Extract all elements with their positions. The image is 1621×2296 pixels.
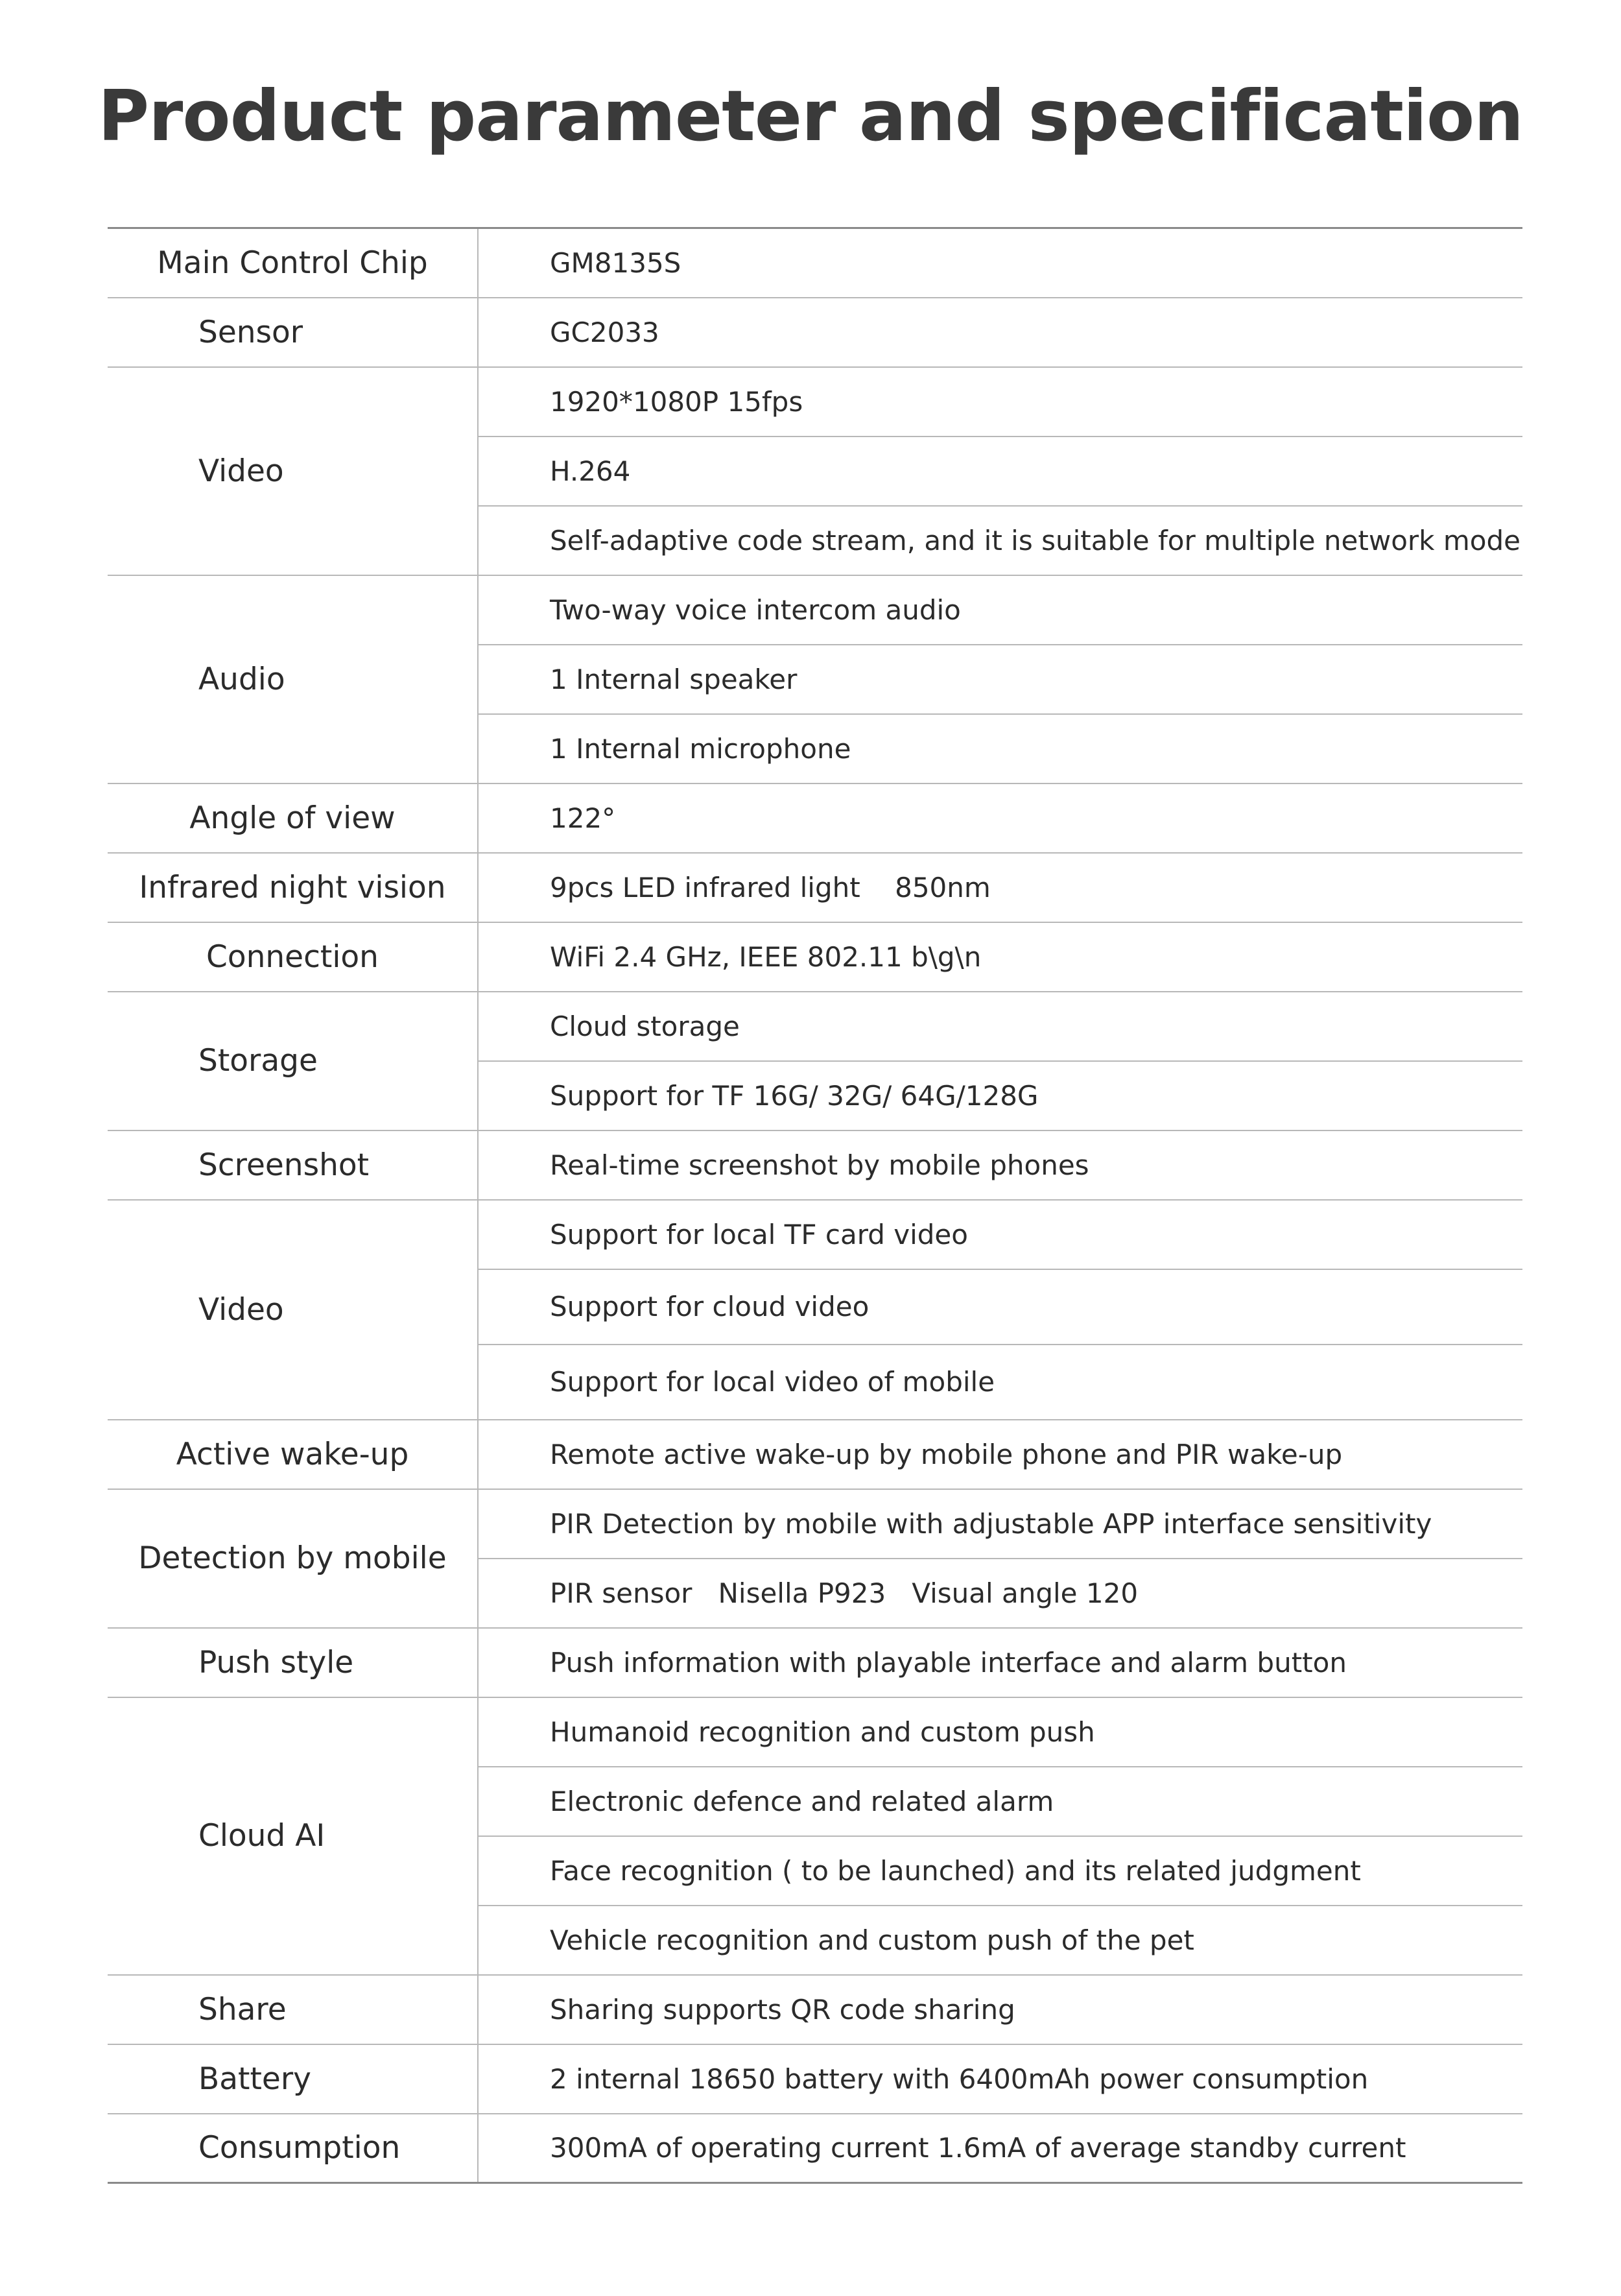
param-value: GM8135S — [478, 228, 1522, 298]
table-row — [108, 992, 1522, 1061]
table-row — [108, 1200, 1522, 1269]
table-row — [108, 1628, 1522, 1697]
param-value: PIR Detection by mobile with adjustable APP interface sensitivity — [478, 1489, 1522, 1559]
param-value: H.264 — [478, 436, 1522, 506]
param-value: Support for local video of mobile — [478, 1345, 1522, 1420]
param-value: Humanoid recognition and custom push — [478, 1697, 1522, 1767]
param-label: Sensor — [108, 298, 478, 367]
param-label: Push style — [108, 1628, 478, 1697]
table-row — [108, 1130, 1522, 1200]
param-label: Detection by mobile — [108, 1489, 478, 1628]
table-row — [108, 367, 1522, 436]
param-label: Video — [108, 1200, 478, 1420]
param-label: Angle of view — [108, 783, 478, 853]
param-value: Two-way voice intercom audio — [478, 575, 1522, 645]
spec-table — [108, 227, 1522, 2184]
param-value: 2 internal 18650 battery with 6400mAh power consumption — [478, 2044, 1522, 2114]
table-row — [108, 1420, 1522, 1489]
table-row — [108, 2114, 1522, 2183]
param-label: Battery — [108, 2044, 478, 2114]
param-value: 9pcs LED infrared light 850nm — [478, 853, 1522, 922]
param-label: Infrared night vision — [108, 853, 478, 922]
param-value: Sharing supports QR code sharing — [478, 1975, 1522, 2044]
param-value: Vehicle recognition and custom push of the pet — [478, 1906, 1522, 1975]
param-value: Face recognition ( to be launched) and its related judgment — [478, 1836, 1522, 1906]
param-label: Storage — [108, 992, 478, 1130]
param-label: Share — [108, 1975, 478, 2044]
table-row — [108, 922, 1522, 992]
param-value: Remote active wake-up by mobile phone and PIR wake-up — [478, 1420, 1522, 1489]
param-value: Support for local TF card video — [478, 1200, 1522, 1269]
table-row — [108, 298, 1522, 367]
table-row — [108, 783, 1522, 853]
table-row — [108, 1975, 1522, 2044]
param-value: Cloud storage — [478, 992, 1522, 1061]
param-value: PIR sensor Nisella P923 Visual angle 120 — [478, 1559, 1522, 1628]
param-label: Audio — [108, 575, 478, 783]
param-label: Screenshot — [108, 1130, 478, 1200]
param-value: Self-adaptive code stream, and it is suitable for multiple network mode — [478, 506, 1522, 575]
param-value: Support for TF 16G/ 32G/ 64G/128G — [478, 1061, 1522, 1130]
param-value: 122° — [478, 783, 1522, 853]
param-value: Real-time screenshot by mobile phones — [478, 1130, 1522, 1200]
table-row — [108, 1489, 1522, 1559]
param-label: Active wake-up — [108, 1420, 478, 1489]
param-value: 1920*1080P 15fps — [478, 367, 1522, 436]
param-value: 1 Internal microphone — [478, 714, 1522, 783]
table-row — [108, 2044, 1522, 2114]
param-value: WiFi 2.4 GHz, IEEE 802.11 b\g\n — [478, 922, 1522, 992]
param-value: 300mA of operating current 1.6mA of average standby current — [478, 2114, 1522, 2183]
param-value: GC2033 — [478, 298, 1522, 367]
page-title: Product parameter and specification — [97, 76, 1524, 157]
table-row — [108, 575, 1522, 645]
param-label: Consumption — [108, 2114, 478, 2183]
param-label: Video — [108, 367, 478, 575]
param-value: 1 Internal speaker — [478, 645, 1522, 714]
param-value: Support for cloud video — [478, 1269, 1522, 1345]
param-value: Push information with playable interface and alarm button — [478, 1628, 1522, 1697]
table-row — [108, 1697, 1522, 1767]
table-row — [108, 228, 1522, 298]
table-row — [108, 853, 1522, 922]
param-label: Main Control Chip — [108, 228, 478, 298]
param-value: Electronic defence and related alarm — [478, 1767, 1522, 1836]
param-label: Cloud AI — [108, 1697, 478, 1975]
param-label: Connection — [108, 922, 478, 992]
